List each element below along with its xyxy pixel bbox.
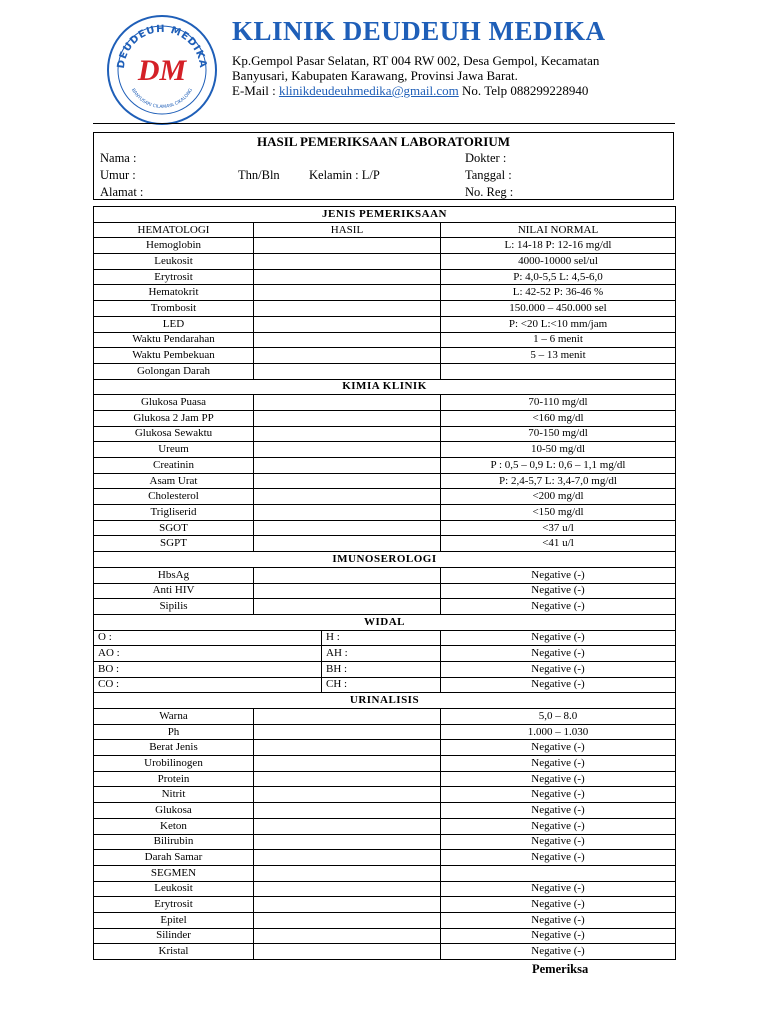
hematologi-normal-value: L: 42-52 P: 36-46 % (441, 285, 676, 301)
table-row (94, 834, 676, 850)
urin-test-name: Erytrosit (94, 897, 254, 913)
col-header-nilai-normal: NILAI NORMAL (441, 222, 676, 238)
widal-header: WIDAL (94, 614, 676, 630)
table-row (94, 269, 676, 285)
urin-normal-value: Negative (-) (441, 803, 676, 819)
hematologi-normal-value: 4000-10000 sel/ul (441, 254, 676, 270)
urin-test-name: Bilirubin (94, 834, 254, 850)
hematologi-test-name: Hematokrit (94, 285, 254, 301)
table-row (94, 238, 676, 254)
urin-normal-value: Negative (-) (441, 928, 676, 944)
urin-normal-value: 1.000 – 1.030 (441, 724, 676, 740)
hematologi-result-cell[interactable] (254, 332, 441, 348)
hematologi-normal-value: P: <20 L:<10 mm/jam (441, 316, 676, 332)
imuno-normal-value: Negative (-) (441, 599, 676, 615)
table-row (94, 332, 676, 348)
phone-number: No. Telp 088299228940 (462, 83, 589, 98)
table-row (94, 865, 676, 881)
umur-label: Umur : (100, 168, 136, 182)
table-row (94, 599, 676, 615)
hematologi-normal-value: 150.000 – 450.000 sel (441, 301, 676, 317)
report-title: HASIL PEMERIKSAAN LABORATORIUM (256, 134, 511, 149)
kimia-normal-value: <200 mg/dl (441, 489, 676, 505)
kimia-result-cell[interactable] (254, 395, 441, 411)
urin-test-name: Protein (94, 771, 254, 787)
widal-left-cell[interactable]: CO : (94, 677, 322, 693)
hematologi-test-name: Erytrosit (94, 269, 254, 285)
urin-normal-value (441, 865, 676, 881)
widal-normal-value: Negative (-) (441, 630, 676, 646)
table-row (94, 661, 676, 677)
hematologi-result-cell[interactable] (254, 348, 441, 364)
header-divider (93, 123, 675, 124)
imunoserologi-header-row (94, 552, 676, 568)
kimia-normal-value: <160 mg/dl (441, 410, 676, 426)
kimia-result-cell[interactable] (254, 458, 441, 474)
imuno-normal-value: Negative (-) (441, 583, 676, 599)
urin-normal-value: Negative (-) (441, 818, 676, 834)
urin-result-cell[interactable] (254, 881, 441, 897)
address-line-2: Banyusari, Kabupaten Karawang, Provinsi Jawa Barat. (232, 68, 518, 83)
urin-normal-value: Negative (-) (441, 912, 676, 928)
urin-test-name: Warna (94, 709, 254, 725)
widal-right-cell[interactable]: CH : (322, 677, 441, 693)
kimia-test-name: Asam Urat (94, 473, 254, 489)
jenis-pemeriksaan-header-row (94, 207, 676, 223)
table-row (94, 363, 676, 379)
table-row (94, 489, 676, 505)
table-row (94, 897, 676, 913)
table-row (94, 724, 676, 740)
kimia-normal-value: 70-110 mg/dl (441, 395, 676, 411)
hematologi-test-name: LED (94, 316, 254, 332)
hematologi-test-name: Hemoglobin (94, 238, 254, 254)
hematologi-test-name: Leukosit (94, 254, 254, 270)
logo-top-text: DEUDEUH MEDIKA (115, 23, 209, 70)
urin-test-name: Berat Jenis (94, 740, 254, 756)
kimia-normal-value: P : 0,5 – 0,9 L: 0,6 – 1,1 mg/dl (441, 458, 676, 474)
urin-test-name: Silinder (94, 928, 254, 944)
widal-left-cell[interactable]: AO : (94, 646, 322, 662)
urin-result-cell[interactable] (254, 928, 441, 944)
kimia-result-cell[interactable] (254, 410, 441, 426)
column-header-row (94, 222, 676, 238)
table-row (94, 881, 676, 897)
thn-bln-label: Thn/Bln (238, 168, 280, 182)
imunoserologi-header: IMUNOSEROLOGI (94, 552, 676, 568)
urin-result-cell[interactable] (254, 944, 441, 960)
hematologi-test-name: Waktu Pembekuan (94, 348, 254, 364)
urin-test-name: Urobilinogen (94, 756, 254, 772)
no-reg-label: No. Reg : (465, 185, 514, 199)
hematologi-normal-value (441, 363, 676, 379)
hematologi-test-name: Trombosit (94, 301, 254, 317)
hematologi-result-cell[interactable] (254, 285, 441, 301)
table-row (94, 567, 676, 583)
imuno-result-cell[interactable] (254, 599, 441, 615)
hematologi-test-name: Golongan Darah (94, 363, 254, 379)
widal-header-row (94, 614, 676, 630)
kimia-result-cell[interactable] (254, 505, 441, 521)
alamat-label: Alamat : (100, 185, 144, 199)
imuno-test-name: HbsAg (94, 567, 254, 583)
kimia-test-name: Cholesterol (94, 489, 254, 505)
table-row (94, 583, 676, 599)
email-link[interactable]: klinikdeudeuhmedika@gmail.com (278, 83, 459, 98)
urin-normal-value: Negative (-) (441, 850, 676, 866)
widal-normal-value: Negative (-) (441, 661, 676, 677)
urin-test-name: Kristal (94, 944, 254, 960)
table-row (94, 395, 676, 411)
urin-result-cell[interactable] (254, 724, 441, 740)
kimia-test-name: Glukosa Puasa (94, 395, 254, 411)
kimia-result-cell[interactable] (254, 536, 441, 552)
imuno-normal-value: Negative (-) (441, 567, 676, 583)
urin-test-name: Nitrit (94, 787, 254, 803)
nama-label: Nama : (100, 151, 137, 165)
urin-test-name: Leukosit (94, 881, 254, 897)
table-row (94, 348, 676, 364)
urin-result-cell[interactable] (254, 740, 441, 756)
urin-result-cell[interactable] (254, 756, 441, 772)
col-header-hasil: HASIL (254, 222, 441, 238)
hematologi-normal-value: 1 – 6 menit (441, 332, 676, 348)
hematologi-normal-value: 5 – 13 menit (441, 348, 676, 364)
urin-normal-value: Negative (-) (441, 771, 676, 787)
table-row (94, 301, 676, 317)
table-row (94, 254, 676, 270)
table-row (94, 677, 676, 693)
imuno-test-name: Sipilis (94, 599, 254, 615)
urin-normal-value: Negative (-) (441, 834, 676, 850)
urin-result-cell[interactable] (254, 709, 441, 725)
hematologi-result-cell[interactable] (254, 238, 441, 254)
urin-result-cell[interactable] (254, 771, 441, 787)
urin-result-cell[interactable] (254, 912, 441, 928)
logo-initials: DM (137, 54, 187, 87)
kimia-normal-value: 70-150 mg/dl (441, 426, 676, 442)
kimia-test-name: SGOT (94, 520, 254, 536)
table-row (94, 740, 676, 756)
kimia-result-cell[interactable] (254, 473, 441, 489)
widal-right-cell[interactable]: H : (322, 630, 441, 646)
table-row (94, 316, 676, 332)
kimia-normal-value: <41 u/l (441, 536, 676, 552)
hematologi-result-cell[interactable] (254, 269, 441, 285)
hematologi-result-cell[interactable] (254, 254, 441, 270)
urin-test-name: Ph (94, 724, 254, 740)
table-row (94, 520, 676, 536)
widal-left-cell[interactable]: O : (94, 630, 322, 646)
table-row (94, 426, 676, 442)
table-row (94, 630, 676, 646)
kimia-test-name: Ureum (94, 442, 254, 458)
urin-result-cell[interactable] (254, 897, 441, 913)
table-row (94, 771, 676, 787)
table-row (94, 410, 676, 426)
hematologi-test-name: Waktu Pendarahan (94, 332, 254, 348)
kimia-result-cell[interactable] (254, 442, 441, 458)
urin-result-cell[interactable] (254, 850, 441, 866)
urin-result-cell[interactable] (254, 865, 441, 881)
widal-left-cell[interactable]: BO : (94, 661, 322, 677)
hematologi-normal-value: P: 4,0-5,5 L: 4,5-6,0 (441, 269, 676, 285)
urin-test-name: Darah Samar (94, 850, 254, 866)
hematologi-result-cell[interactable] (254, 301, 441, 317)
kimia-test-name: Glukosa 2 Jam PP (94, 410, 254, 426)
table-row (94, 944, 676, 960)
urinalisis-header-row (94, 693, 676, 709)
tanggal-label: Tanggal : (465, 168, 512, 182)
urin-normal-value: Negative (-) (441, 944, 676, 960)
urin-normal-value: 5,0 – 8.0 (441, 709, 676, 725)
clinic-logo (106, 14, 218, 126)
dokter-label: Dokter : (465, 151, 507, 165)
urin-normal-value: Negative (-) (441, 787, 676, 803)
table-row (94, 505, 676, 521)
widal-normal-value: Negative (-) (441, 646, 676, 662)
hematologi-result-cell[interactable] (254, 363, 441, 379)
jenis-pemeriksaan-header: JENIS PEMERIKSAAN (94, 207, 676, 223)
table-row (94, 646, 676, 662)
kimia-klinik-header-row (94, 379, 676, 395)
urin-normal-value: Negative (-) (441, 897, 676, 913)
imuno-result-cell[interactable] (254, 583, 441, 599)
imuno-result-cell[interactable] (254, 567, 441, 583)
widal-right-cell[interactable]: BH : (322, 661, 441, 677)
urin-result-cell[interactable] (254, 834, 441, 850)
address-line-1: Kp.Gempol Pasar Selatan, RT 004 RW 002, Desa Gempol, Kecamatan (232, 53, 600, 68)
urin-test-name: SEGMEN (94, 865, 254, 881)
table-row (94, 850, 676, 866)
table-row (94, 285, 676, 301)
table-row (94, 803, 676, 819)
clinic-name: KLINIK DEUDEUH MEDIKA (232, 16, 606, 46)
urin-result-cell[interactable] (254, 818, 441, 834)
urin-test-name: Epitel (94, 912, 254, 928)
lab-results-table (93, 206, 676, 960)
kimia-test-name: Trigliserid (94, 505, 254, 521)
hematologi-result-cell[interactable] (254, 316, 441, 332)
urin-normal-value: Negative (-) (441, 740, 676, 756)
kimia-normal-value: <150 mg/dl (441, 505, 676, 521)
kimia-normal-value: <37 u/l (441, 520, 676, 536)
urin-normal-value: Negative (-) (441, 756, 676, 772)
table-row (94, 536, 676, 552)
col-header-hematologi: HEMATOLOGI (94, 222, 254, 238)
urin-result-cell[interactable] (254, 787, 441, 803)
widal-normal-value: Negative (-) (441, 677, 676, 693)
kelamin-label: Kelamin : L/P (309, 168, 380, 182)
urin-result-cell[interactable] (254, 803, 441, 819)
urin-test-name: Keton (94, 818, 254, 834)
kimia-test-name: Glukosa Sewaktu (94, 426, 254, 442)
imuno-test-name: Anti HIV (94, 583, 254, 599)
table-row (94, 473, 676, 489)
table-row (94, 787, 676, 803)
kimia-result-cell[interactable] (254, 426, 441, 442)
kimia-klinik-header: KIMIA KLINIK (94, 379, 676, 395)
contact-line (232, 83, 588, 99)
table-row (94, 442, 676, 458)
table-row (94, 756, 676, 772)
widal-right-cell[interactable]: AH : (322, 646, 441, 662)
kimia-test-name: Creatinin (94, 458, 254, 474)
table-row (94, 709, 676, 725)
urin-normal-value: Negative (-) (441, 881, 676, 897)
kimia-test-name: SGPT (94, 536, 254, 552)
table-row (94, 458, 676, 474)
table-row (94, 928, 676, 944)
kimia-result-cell[interactable] (254, 520, 441, 536)
kimia-result-cell[interactable] (254, 489, 441, 505)
email-label: E-Mail : (232, 83, 276, 98)
urin-test-name: Glukosa (94, 803, 254, 819)
hematologi-normal-value: L: 14-18 P: 12-16 mg/dl (441, 238, 676, 254)
table-row (94, 912, 676, 928)
kimia-normal-value: 10-50 mg/dl (441, 442, 676, 458)
signature-label: Pemeriksa (532, 962, 589, 976)
logo-bottom-text: BANYUSARI CILAMAYA CIKALONG (129, 87, 195, 111)
kimia-normal-value: P: 2,4-5,7 L: 3,4-7,0 mg/dl (441, 473, 676, 489)
urinalisis-header: URINALISIS (94, 693, 676, 709)
patient-info-box (93, 132, 674, 200)
table-row (94, 818, 676, 834)
